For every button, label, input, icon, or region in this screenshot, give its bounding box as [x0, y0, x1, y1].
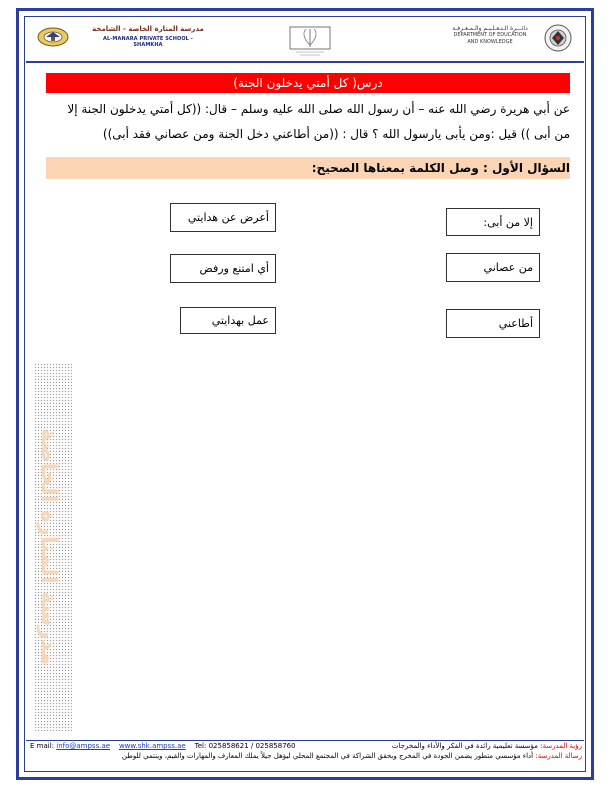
education-center-logo-icon [286, 25, 334, 57]
hadith-line-1: عن أبي هريرة رضي الله عنه – أن رسول الله صلى الله عليه وسلم – قال: ((كل أمتي يدخلون الجنة إلا [67, 102, 570, 116]
department-name-arabic: دائـــرة الـتـعـلـيـم والـمـعـرفـة [452, 25, 528, 32]
lesson-title: درس( كل أمتي يدخلون الجنة) [46, 73, 570, 93]
meaning-box-2[interactable]: أي امتنع ورفض [170, 254, 276, 283]
word-box-1[interactable]: إلا من أبى: [446, 208, 540, 236]
question-heading: السؤال الأول : وصل الكلمة بمعناها الصحيح: [46, 157, 570, 179]
footer-divider [26, 740, 584, 741]
letterhead [26, 17, 584, 61]
hadith-text [46, 97, 570, 147]
email-label: E mail: [30, 742, 55, 750]
department-emblem-icon [544, 23, 572, 53]
footer-contacts [30, 742, 296, 751]
footer [28, 742, 582, 761]
vision-label: رؤية المدرسة [542, 742, 582, 750]
hadith-line-2: من أبى )) قيل :ومن يأبى يارسول الله ؟ قال : ((من أطاعني دخل الجنة ومن عصاني فقد أبى)) [102, 127, 570, 141]
mission-label: رسالة المدرسة: [535, 752, 582, 760]
word-box-3[interactable]: أطاعني [446, 309, 540, 338]
vision-text: : مؤسسة تعليمية رائدة في الفكر والأداء والمخرجات [391, 742, 543, 750]
website-link[interactable]: www.shk.ampss.ae [118, 742, 186, 750]
mission-text: أداء مؤسسي متطور يضمن الجودة في المخرج ويحقق الشراكة في المجتمع المحلي ليؤهل جيلاً يملك المعارف والمهارات والقيم، وينتمي للوطن [121, 752, 536, 760]
footer-line-1 [28, 742, 582, 752]
school-watermark: مدرسة المنارة الخاصة [34, 363, 72, 731]
meaning-box-3[interactable]: عمل بهدايتي [180, 307, 276, 334]
department-name-english-1: DEPARTMENT OF EDUCATION [453, 32, 527, 38]
school-name-arabic: مدرسة المنارة الخاصة - الشامخة [92, 25, 204, 33]
department-name [444, 25, 536, 46]
header-divider [26, 61, 584, 63]
department-name-english-2: AND KNOWLEDGE [467, 39, 513, 45]
school-name-english: AL-MANARA PRIVATE SCHOOL - SHAMKHA [102, 36, 193, 48]
email-link[interactable]: info@ampss.ae [56, 742, 111, 750]
school-logo-icon [36, 25, 70, 47]
word-box-2[interactable]: من عصاني [446, 253, 540, 282]
school-mission [28, 752, 582, 761]
phone-numbers: Tel: 025858621 / 025858760 [194, 742, 296, 750]
meaning-box-1[interactable]: أعرض عن هدايتي [170, 203, 276, 232]
school-vision [392, 742, 582, 751]
